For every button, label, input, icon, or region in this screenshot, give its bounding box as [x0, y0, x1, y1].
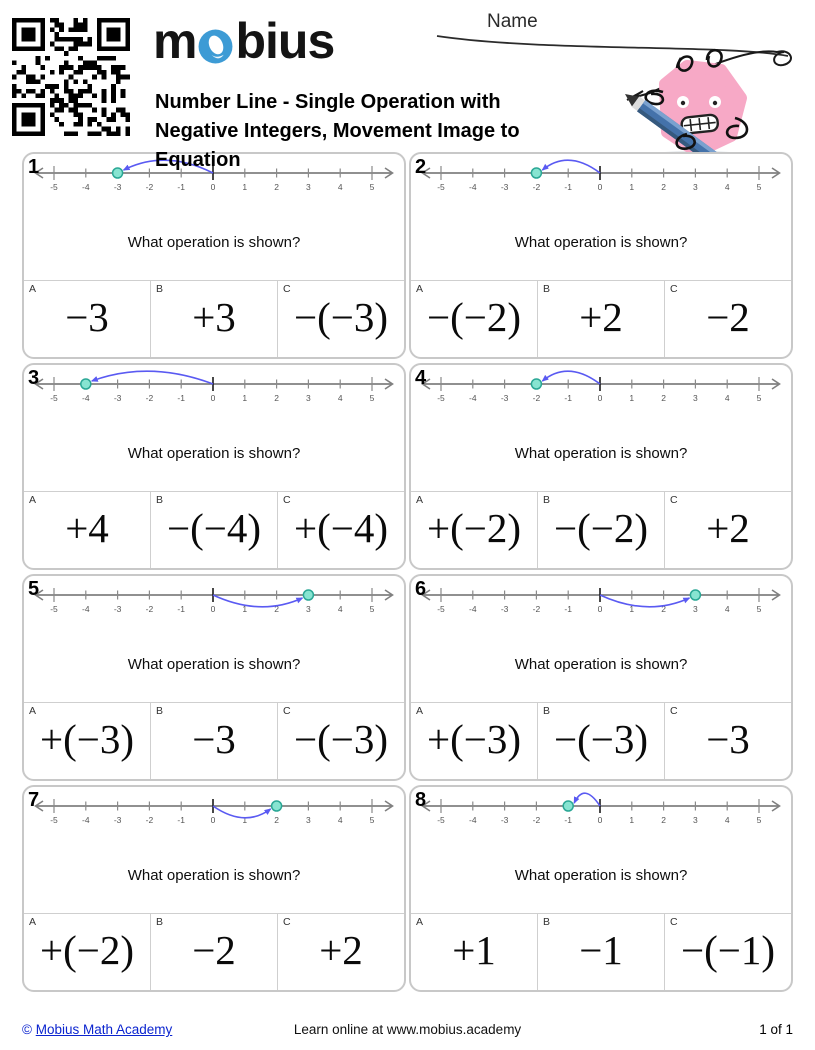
svg-text:-4: -4: [82, 393, 90, 403]
svg-text:5: 5: [756, 604, 762, 614]
choice-letter: A: [416, 494, 424, 506]
svg-text:4: 4: [724, 182, 730, 192]
choice-expression: +2: [319, 927, 363, 973]
svg-text:-1: -1: [564, 815, 572, 825]
svg-text:1: 1: [629, 182, 635, 192]
question-area: [411, 627, 791, 702]
answer-row: [411, 913, 791, 990]
choice-cell[interactable]: [24, 281, 150, 357]
problem-card: [22, 363, 406, 570]
choice-letter: C: [283, 916, 291, 928]
choice-expression: +2: [706, 505, 750, 551]
svg-text:4: 4: [337, 815, 343, 825]
svg-text:-2: -2: [145, 393, 154, 403]
choice-letter: A: [29, 916, 37, 928]
svg-text:-5: -5: [437, 182, 445, 192]
choice-cell[interactable]: [537, 703, 664, 779]
svg-text:0: 0: [210, 393, 216, 403]
choice-expression: +(−2): [39, 927, 135, 973]
svg-text:-5: -5: [50, 604, 58, 614]
movement-arc: [92, 371, 213, 384]
choice-expression: −(−3): [553, 716, 649, 762]
svg-text:-4: -4: [82, 604, 90, 614]
number-line: [411, 579, 791, 627]
choice-letter: B: [156, 916, 164, 928]
footer-center-text: Learn online at www.mobius.academy: [293, 1022, 522, 1037]
svg-text:1: 1: [242, 815, 248, 825]
choice-cell[interactable]: [277, 703, 404, 779]
choice-expression: +4: [65, 505, 109, 551]
question-text: What operation is shown?: [127, 867, 301, 884]
choice-letter: B: [156, 494, 164, 506]
question-text: What operation is shown?: [514, 445, 688, 462]
choice-letter: C: [670, 705, 678, 717]
svg-text:-4: -4: [82, 815, 90, 825]
question-area: [411, 416, 791, 491]
answer-row: [411, 702, 791, 779]
problem-number: 8: [415, 789, 427, 811]
svg-text:-2: -2: [532, 815, 541, 825]
name-line[interactable]: [437, 36, 788, 56]
svg-text:-5: -5: [50, 815, 58, 825]
choice-cell[interactable]: [411, 281, 537, 357]
choice-expression: −(−4): [166, 505, 262, 551]
answer-row: [411, 280, 791, 357]
svg-text:5: 5: [756, 182, 762, 192]
answer-row: [24, 913, 404, 990]
svg-text:-5: -5: [437, 604, 445, 614]
svg-text:-4: -4: [469, 815, 477, 825]
svg-text:4: 4: [337, 393, 343, 403]
choice-letter: B: [543, 705, 551, 717]
choice-letter: B: [156, 283, 164, 295]
choice-expression: −(−2): [426, 294, 522, 340]
choice-cell[interactable]: [664, 703, 791, 779]
svg-text:1: 1: [629, 393, 635, 403]
choice-cell[interactable]: [411, 703, 537, 779]
qr-code: [12, 18, 130, 136]
svg-text:0: 0: [597, 393, 603, 403]
choice-letter: B: [543, 283, 551, 295]
svg-text:2: 2: [274, 815, 279, 825]
svg-text:3: 3: [306, 393, 311, 403]
svg-text:1: 1: [629, 604, 635, 614]
svg-text:-5: -5: [437, 815, 445, 825]
svg-text:5: 5: [369, 393, 375, 403]
svg-text:4: 4: [337, 604, 343, 614]
svg-text:2: 2: [274, 182, 279, 192]
problem-card: [409, 574, 793, 781]
movement-dot: [272, 801, 282, 811]
movement-dot: [81, 379, 91, 389]
choice-expression: +2: [579, 294, 623, 340]
svg-text:5: 5: [756, 393, 762, 403]
choice-expression: −1: [579, 927, 623, 973]
svg-text:-5: -5: [50, 393, 58, 403]
svg-text:4: 4: [724, 604, 730, 614]
number-line: [24, 579, 404, 627]
svg-text:5: 5: [369, 604, 375, 614]
problem-number: 7: [28, 789, 40, 811]
svg-text:0: 0: [210, 815, 216, 825]
svg-text:3: 3: [306, 815, 311, 825]
mobius-academy-link[interactable]: Mobius Math Academy: [35, 1022, 173, 1037]
svg-text:-5: -5: [50, 182, 58, 192]
problem-number: 2: [415, 156, 427, 178]
svg-text:4: 4: [337, 182, 343, 192]
svg-text:-1: -1: [564, 604, 572, 614]
problem-card: [22, 785, 406, 992]
choice-cell[interactable]: [537, 281, 664, 357]
svg-text:-4: -4: [469, 182, 477, 192]
svg-text:5: 5: [369, 815, 375, 825]
svg-text:-3: -3: [113, 604, 122, 614]
svg-text:-2: -2: [145, 815, 154, 825]
svg-text:-3: -3: [113, 393, 122, 403]
problem-card: [409, 363, 793, 570]
logo-text-pre: m: [153, 13, 197, 69]
choice-expression: −3: [706, 716, 750, 762]
svg-text:2: 2: [274, 393, 279, 403]
choice-letter: A: [29, 705, 37, 717]
choice-cell[interactable]: [664, 492, 791, 568]
problem-card: [22, 574, 406, 781]
choice-letter: C: [670, 494, 678, 506]
svg-text:3: 3: [693, 604, 698, 614]
question-area: [411, 205, 791, 280]
choice-expression: −3: [192, 716, 236, 762]
answer-row: [24, 491, 404, 568]
svg-text:3: 3: [693, 393, 698, 403]
choice-letter: A: [29, 283, 37, 295]
choice-cell[interactable]: [277, 281, 404, 357]
svg-text:-2: -2: [145, 182, 154, 192]
svg-text:2: 2: [274, 604, 279, 614]
problem-number: 5: [28, 578, 40, 600]
number-line: [411, 790, 791, 838]
problem-card: [409, 152, 793, 359]
movement-arc: [600, 595, 689, 607]
choice-cell[interactable]: [411, 914, 537, 990]
svg-text:5: 5: [756, 815, 762, 825]
choice-letter: A: [416, 283, 424, 295]
svg-text:-1: -1: [177, 604, 185, 614]
question-area: [24, 838, 404, 913]
question-text: What operation is shown?: [514, 234, 688, 251]
choice-expression: −(−2): [553, 505, 649, 551]
choice-cell[interactable]: [537, 492, 664, 568]
movement-dot: [113, 168, 123, 178]
choice-expression: −(−1): [680, 927, 776, 973]
choice-cell[interactable]: [24, 703, 150, 779]
svg-text:-1: -1: [177, 182, 185, 192]
svg-text:5: 5: [369, 182, 375, 192]
svg-text:-2: -2: [532, 393, 541, 403]
svg-text:-3: -3: [500, 182, 509, 192]
movement-dot: [563, 801, 573, 811]
page-footer: [22, 1022, 793, 1037]
movement-arc: [542, 371, 600, 384]
question-text: What operation is shown?: [514, 656, 688, 673]
choice-cell[interactable]: [537, 914, 664, 990]
problem-card: [409, 785, 793, 992]
svg-text:-3: -3: [500, 815, 509, 825]
svg-text:0: 0: [597, 182, 603, 192]
page-indicator: 1 of 1: [759, 1022, 793, 1037]
svg-text:0: 0: [210, 182, 216, 192]
svg-text:0: 0: [210, 604, 216, 614]
problem-number: 4: [415, 367, 427, 389]
choice-expression: −(−3): [293, 716, 389, 762]
logo-text-post: bius: [235, 13, 335, 69]
choice-expression: +(−4): [293, 505, 389, 551]
question-area: [24, 627, 404, 702]
choice-cell[interactable]: [664, 914, 791, 990]
choice-cell[interactable]: [411, 492, 537, 568]
copyright-symbol: ©: [22, 1022, 32, 1037]
choice-expression: −2: [706, 294, 750, 340]
problem-number: 6: [415, 578, 427, 600]
choice-letter: A: [416, 916, 424, 928]
question-area: [411, 838, 791, 913]
svg-text:-3: -3: [113, 182, 122, 192]
movement-arc: [213, 595, 302, 607]
choice-expression: +(−2): [426, 505, 522, 551]
choice-letter: B: [543, 494, 551, 506]
question-area: [24, 416, 404, 491]
svg-text:2: 2: [661, 182, 666, 192]
svg-text:1: 1: [242, 182, 248, 192]
choice-expression: −2: [192, 927, 236, 973]
answer-row: [24, 280, 404, 357]
number-line: [24, 790, 404, 838]
question-area: [24, 205, 404, 280]
choice-cell[interactable]: [24, 914, 150, 990]
answer-row: [411, 491, 791, 568]
choice-letter: C: [283, 494, 291, 506]
choice-letter: C: [283, 705, 291, 717]
choice-expression: +3: [192, 294, 236, 340]
choice-cell[interactable]: [664, 281, 791, 357]
choice-cell[interactable]: [24, 492, 150, 568]
choice-letter: B: [156, 705, 164, 717]
choice-cell[interactable]: [150, 914, 277, 990]
movement-arc: [574, 793, 600, 806]
svg-text:-5: -5: [437, 393, 445, 403]
choice-letter: A: [416, 705, 424, 717]
svg-text:3: 3: [693, 182, 698, 192]
svg-text:4: 4: [724, 815, 730, 825]
choice-cell[interactable]: [150, 492, 277, 568]
svg-text:-1: -1: [177, 815, 185, 825]
problem-number: 3: [28, 367, 40, 389]
svg-text:3: 3: [306, 604, 311, 614]
movement-dot: [303, 590, 313, 600]
problem-card: [22, 152, 406, 359]
choice-expression: −3: [65, 294, 109, 340]
number-line: [411, 368, 791, 416]
svg-text:-4: -4: [82, 182, 90, 192]
question-text: What operation is shown?: [127, 234, 301, 251]
choice-letter: B: [543, 916, 551, 928]
choice-cell[interactable]: [150, 281, 277, 357]
svg-text:1: 1: [242, 393, 248, 403]
svg-text:3: 3: [306, 182, 311, 192]
logo: [153, 12, 334, 70]
svg-text:-4: -4: [469, 393, 477, 403]
choice-letter: C: [283, 283, 291, 295]
svg-text:2: 2: [661, 604, 666, 614]
logo-o-icon: [197, 28, 234, 65]
choice-expression: +1: [452, 927, 496, 973]
svg-text:1: 1: [629, 815, 635, 825]
svg-text:-1: -1: [564, 393, 572, 403]
choice-cell[interactable]: [150, 703, 277, 779]
choice-cell[interactable]: [277, 914, 404, 990]
svg-text:-2: -2: [532, 182, 541, 192]
choice-cell[interactable]: [277, 492, 404, 568]
svg-text:-3: -3: [500, 604, 509, 614]
worksheet-title: Number Line - Single Operation with Negative Integers, Movement Image to Equation: [155, 91, 520, 171]
choice-letter: C: [670, 283, 678, 295]
movement-dot: [690, 590, 700, 600]
question-text: What operation is shown?: [127, 445, 301, 462]
choice-letter: A: [29, 494, 37, 506]
svg-text:3: 3: [693, 815, 698, 825]
choice-letter: C: [670, 916, 678, 928]
svg-text:0: 0: [597, 604, 603, 614]
problem-number: 1: [28, 156, 40, 178]
svg-text:2: 2: [661, 815, 666, 825]
svg-text:-3: -3: [113, 815, 122, 825]
svg-text:-1: -1: [564, 182, 572, 192]
svg-text:-4: -4: [469, 604, 477, 614]
svg-text:4: 4: [724, 393, 730, 403]
choice-expression: +(−3): [426, 716, 522, 762]
svg-text:-2: -2: [532, 604, 541, 614]
svg-text:2: 2: [661, 393, 666, 403]
svg-text:1: 1: [242, 604, 248, 614]
name-label: Name: [487, 11, 538, 32]
choice-expression: −(−3): [293, 294, 389, 340]
question-text: What operation is shown?: [127, 656, 301, 673]
svg-text:-2: -2: [145, 604, 154, 614]
svg-text:0: 0: [597, 815, 603, 825]
number-line: [24, 368, 404, 416]
answer-row: [24, 702, 404, 779]
problems-grid: [22, 152, 793, 992]
question-text: What operation is shown?: [514, 867, 688, 884]
svg-text:-3: -3: [500, 393, 509, 403]
choice-expression: +(−3): [39, 716, 135, 762]
movement-dot: [531, 379, 541, 389]
svg-text:-1: -1: [177, 393, 185, 403]
